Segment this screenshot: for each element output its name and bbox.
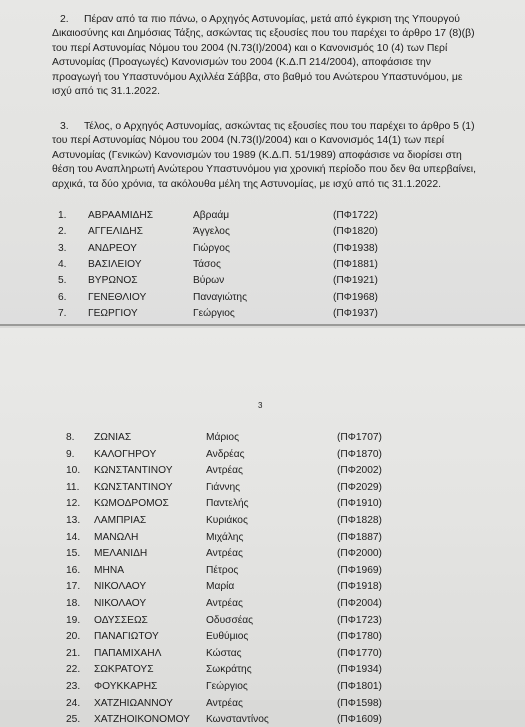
list-item-code: (ΠΦ1801)	[337, 681, 382, 692]
list-item	[0, 629, 525, 644]
list-item-number: 15.	[66, 548, 81, 560]
list-item-first-name: Ευθύμιος	[206, 631, 249, 643]
list-item-code: (ΠΦ1918)	[337, 581, 382, 593]
list-item-number: 1.	[58, 210, 67, 221]
list-item-code: (ΠΦ1780)	[337, 631, 382, 643]
list-item-code: (ΠΦ2002)	[337, 465, 382, 477]
list-item-surname: ΓΕΩΡΓΙΟΥ	[88, 307, 138, 319]
list-item-surname: ΚΩΝΣΤΑΝΤΙΝΟΥ	[94, 465, 173, 477]
list-item-code: (ΠΦ1609)	[337, 714, 382, 726]
list-item-first-name: Παναγιώτης	[193, 291, 247, 303]
list-item-code: (ΠΦ2029)	[337, 481, 382, 493]
list-item-surname: ΧΑΤΖΗΟΙΚΟΝΟΜΟΥ	[94, 714, 190, 726]
paragraph-2-line: προαγωγή του Υπαστυνόμου Αχιλλέα Σάββα, στο βαθμό του Ανώτερου Υπαστυνόμου, με	[52, 71, 463, 83]
list-item-first-name: Κυριάκος	[206, 515, 248, 526]
list-item	[0, 208, 525, 223]
list-item-code: (ΠΦ1968)	[333, 291, 378, 303]
list-item-surname: ΑΓΓΕΛΙΔΗΣ	[88, 226, 143, 238]
list-item-code: (ΠΦ1723)	[337, 614, 382, 626]
list-item-number: 17.	[66, 581, 81, 593]
paragraph-2	[52, 13, 492, 99]
list-item	[0, 530, 525, 545]
paragraph-2-line: 2. Πέραν από τα πιο πάνω, ο Αρχηγός Αστυνομίας, μετά από έγκριση της Υπουργού	[52, 13, 492, 27]
list-item-number: 16.	[66, 564, 81, 576]
list-item	[0, 712, 525, 727]
list-item	[0, 696, 525, 711]
list-item-first-name: Μάριος	[206, 432, 240, 443]
list-item-first-name: Αντρέας	[206, 598, 243, 609]
list-item-first-name: Σωκράτης	[206, 664, 252, 676]
list-item-surname: ΜΗΝΑ	[94, 564, 124, 576]
list-item-code: (ΠΦ1881)	[333, 258, 378, 270]
list-item	[0, 546, 525, 561]
paragraph-2-line: Αστυνομίας (Προαγωγές) Κανονισμών του 2004 (Κ.Δ.Π 214/2004), αποφάσισε την	[52, 57, 431, 69]
list-item-first-name: Αντρέας	[206, 465, 243, 477]
list-item-surname: ΑΝΔΡΕΟΥ	[88, 242, 137, 254]
list-item-first-name: Παντελής	[206, 498, 249, 510]
list-item-first-name: Αβραάμ	[193, 210, 230, 221]
list-item	[0, 480, 525, 495]
list-item-first-name: Κώστας	[206, 647, 242, 659]
list-item-surname: ΠΑΝΑΓΙΩΤΟΥ	[94, 631, 159, 643]
list-item	[0, 596, 525, 611]
list-item	[0, 257, 525, 272]
list-item-code: (ΠΦ1887)	[337, 531, 382, 543]
list-item-number: 19.	[66, 614, 81, 626]
list-item-first-name: Κωνσταντίνος	[206, 714, 269, 726]
list-item-first-name: Τάσος	[193, 258, 221, 270]
list-item-code: (ΠΦ1820)	[333, 226, 378, 238]
paragraph-3-line: θέση του Αναπληρωτή Ανώτερου Υπαστυνόμου για χρονική περίοδο που δεν θα υπερβαίνει,	[52, 164, 476, 176]
list-item-surname: ΟΔΥΣΣΕΩΣ	[94, 614, 148, 626]
list-item-first-name: Πέτρος	[206, 564, 239, 576]
list-item-surname: ΒΥΡΩΝΟΣ	[88, 275, 138, 287]
list-item-code: (ΠΦ1722)	[333, 210, 378, 221]
paragraph-number: 2.	[60, 14, 69, 25]
list-item-surname: ΜΕΛΑΝΙΔΗ	[94, 548, 148, 560]
list-item-first-name: Μαρία	[206, 581, 235, 593]
list-item-first-name: Γεώργιος	[206, 681, 248, 692]
list-item-number: 13.	[66, 515, 81, 526]
list-item-code: (ΠΦ2004)	[337, 598, 382, 609]
list-item-surname: ΝΙΚΟΛΑΟΥ	[94, 598, 147, 609]
list-item-code: (ΠΦ1938)	[333, 242, 378, 254]
list-item-code: (ΠΦ1910)	[337, 498, 382, 510]
list-item-first-name: Γιάννης	[206, 481, 241, 493]
list-item-first-name: Μιχάλης	[206, 531, 244, 543]
list-item-number: 2.	[58, 226, 67, 238]
list-item	[0, 563, 525, 578]
list-item-first-name: Γεώργιος	[193, 307, 235, 319]
list-item	[0, 273, 525, 288]
list-item-number: 7.	[58, 307, 67, 319]
list-item-number: 5.	[58, 275, 67, 287]
list-item-number: 3.	[58, 242, 67, 254]
list-item-surname: ΒΑΣΙΛΕΙΟΥ	[88, 258, 142, 270]
list-item	[0, 679, 525, 694]
list-item-surname: ΚΩΝΣΤΑΝΤΙΝΟΥ	[94, 481, 173, 493]
paragraph-2-line: του περί Αστυνομίας Νόμου του 2004 (Ν.73(Ι)/2004) και ο Κανονισμός 10 (4) των Περί	[52, 42, 448, 54]
list-item-first-name: Γιώργος	[193, 242, 230, 254]
list-item-number: 23.	[66, 681, 81, 692]
document-page-lower	[0, 328, 525, 726]
list-item-number: 10.	[66, 465, 81, 477]
list-item-code: (ΠΦ1969)	[337, 564, 382, 576]
list-item	[0, 496, 525, 511]
list-item-surname: ΛΑΜΠΡΙΑΣ	[94, 515, 147, 526]
list-item-number: 12.	[66, 498, 81, 510]
paragraph-3-line: 3. Τέλος, ο Αρχηγός Αστυνομίας, ασκώντας τις εξουσίες που του παρέχει το άρθρο 5 (1)	[52, 120, 492, 134]
list-item	[0, 241, 525, 256]
list-item-surname: ΓΕΝΕΘΛΙΟΥ	[88, 291, 147, 303]
list-item-surname: ΣΩΚΡΑΤΟΥΣ	[94, 664, 154, 676]
list-item-code: (ΠΦ1870)	[337, 448, 382, 460]
list-item-surname: ΦΟΥΚΚΑΡΗΣ	[94, 681, 158, 692]
paragraph-3	[52, 120, 492, 192]
list-item	[0, 224, 525, 239]
paragraph-3-line: Αστυνομίας (Γενικών) Κανονισμών του 1989 (Κ.Δ.Π. 51/1989) αποφάσισε να διορίσει στη	[52, 149, 462, 161]
page-number: 3	[258, 401, 263, 410]
list-item-surname: ΚΩΜΟΔΡΟΜΟΣ	[94, 498, 169, 510]
list-item	[0, 579, 525, 594]
list-item-code: (ΠΦ1828)	[337, 515, 382, 526]
list-item	[0, 463, 525, 478]
list-item-surname: ΚΑΛΟΓΗΡΟΥ	[94, 448, 157, 460]
list-item-code: (ΠΦ1921)	[333, 275, 378, 287]
list-item-first-name: Ανδρέας	[206, 448, 245, 460]
list-item-code: (ΠΦ2000)	[337, 548, 382, 560]
list-item	[0, 513, 525, 528]
paragraph-3-line: αρχικά, τα δύο χρόνια, τα ακόλουθα μέλη της Αστυνομίας, με ισχύ από τις 31.1.2022.	[52, 178, 442, 190]
list-item-number: 8.	[66, 432, 75, 443]
list-item-first-name: Άγγελος	[193, 226, 230, 238]
paragraph-2-line: Δικαιοσύνης και Δημόσιας Τάξης, ασκώντας τις εξουσίες που του παρέχει το άρθρο 17 (8)(β)	[52, 28, 475, 40]
paragraph-3-line: του περί Αστυνομίας Νόμου του 2004 (Ν.73(Ι)/2004) και ο Κανονισμός 14(1) των περί	[52, 135, 445, 147]
list-item-surname: ΝΙΚΟΛΑΟΥ	[94, 581, 147, 593]
list-item-number: 14.	[66, 531, 81, 543]
document-page-upper	[0, 0, 525, 326]
list-item-first-name: Αντρέας	[206, 697, 243, 709]
list-item-first-name: Βύρων	[193, 275, 225, 287]
list-item-surname: ΜΑΝΩΛΗ	[94, 531, 139, 543]
list-item-code: (ΠΦ1937)	[333, 307, 378, 319]
list-item-number: 9.	[66, 448, 75, 460]
list-item-code: (ΠΦ1934)	[337, 664, 382, 676]
list-item-number: 18.	[66, 598, 81, 609]
list-item	[0, 613, 525, 628]
list-item	[0, 662, 525, 677]
paragraph-number: 3.	[60, 121, 69, 132]
list-item-number: 25.	[66, 714, 81, 726]
list-item	[0, 430, 525, 445]
list-item-number: 22.	[66, 664, 81, 676]
list-item-number: 20.	[66, 631, 81, 643]
list-item-code: (ΠΦ1770)	[337, 647, 382, 659]
list-item-first-name: Οδυσσέας	[206, 614, 254, 626]
list-item	[0, 646, 525, 661]
list-item-number: 24.	[66, 697, 81, 709]
list-item-surname: ΠΑΠΑΜΙΧΑΗΛ	[94, 647, 162, 659]
list-item-number: 11.	[66, 481, 80, 493]
list-item-code: (ΠΦ1707)	[337, 432, 382, 443]
list-item-code: (ΠΦ1598)	[337, 697, 382, 709]
list-item-surname: ΑΒΡΑΑΜΙΔΗΣ	[88, 210, 153, 221]
list-item-number: 4.	[58, 258, 67, 270]
list-item	[0, 447, 525, 462]
list-item-number: 21.	[66, 647, 81, 659]
list-item	[0, 306, 525, 321]
list-item-surname: ΧΑΤΖΗΙΩΑΝΝΟΥ	[94, 697, 173, 709]
list-item-number: 6.	[58, 291, 67, 303]
list-item	[0, 290, 525, 305]
list-item-surname: ΖΩΝΙΑΣ	[94, 432, 132, 443]
paragraph-2-line: ισχύ από τις 31.1.2022.	[52, 86, 161, 98]
list-item-first-name: Αντρέας	[206, 548, 243, 560]
